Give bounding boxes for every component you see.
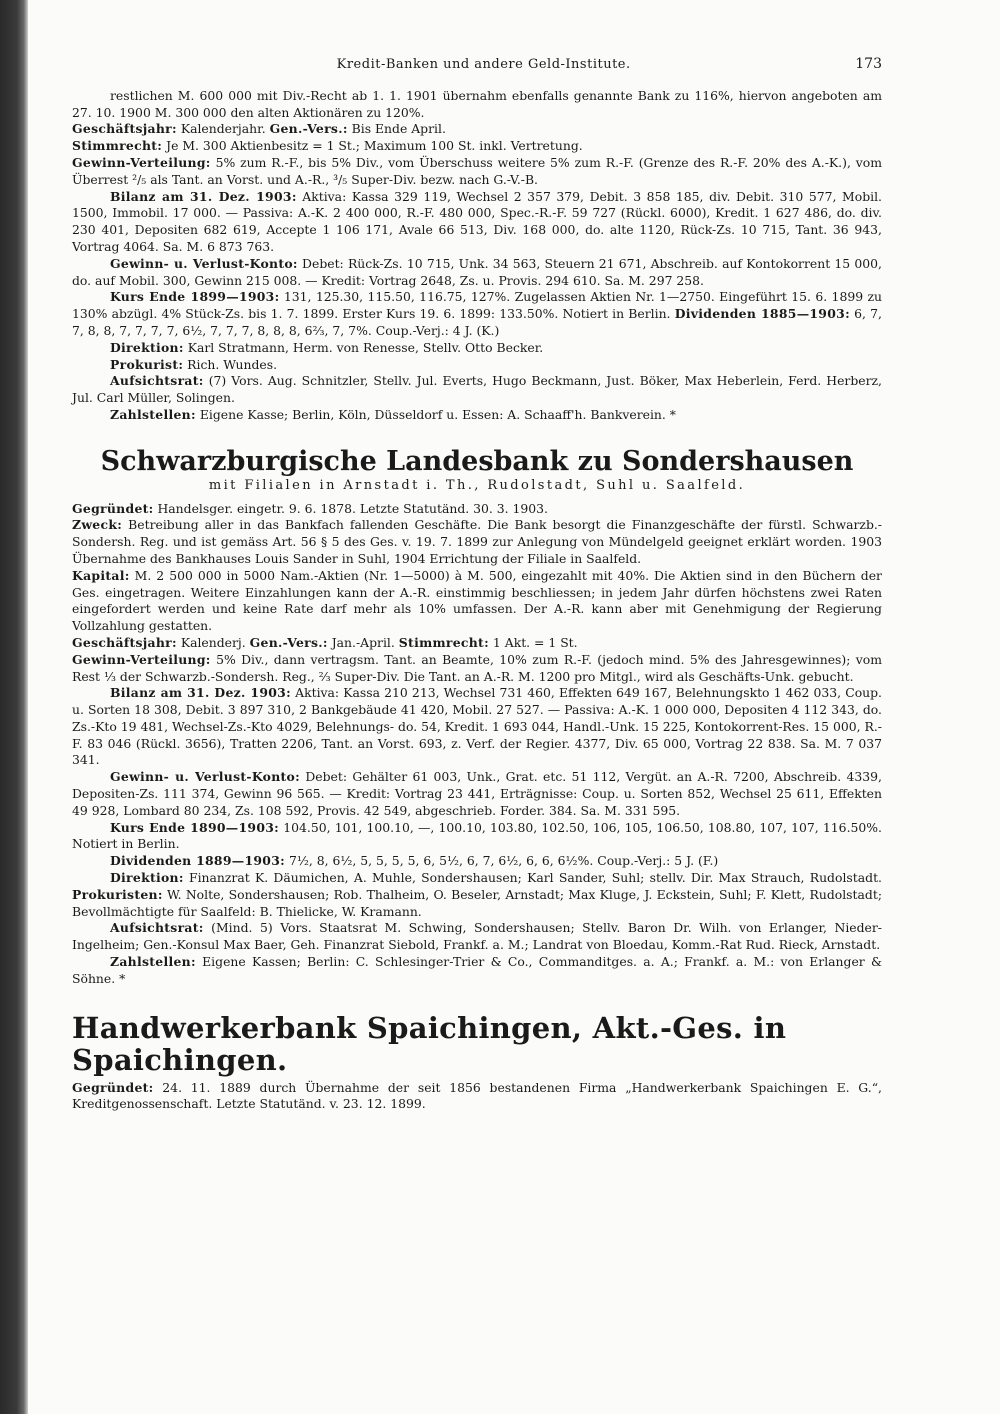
direktion-label: Direktion:: [110, 339, 184, 355]
bilanz-text: Aktiva: Kassa 210 213, Wechsel 731 460, Effekten 649 167, Belehnungskto 1 462 033, Coup. u. Sorten 18 308, Debit. 3 897 310, 2 Bankgebäude 41 420, Mobil. 27 527. — Passiva: A.-K. 1 000 000, Depositen 4 112 343, do. Zs.-Kto 19 481, Wechsel-Zs.-Kto 4029, Belehnungs- do. 54, Kredit. 1 693 044, Handl.-Unk. 15 225, Kontokorrent-Res. 15 000, R.-F. 83 046 (Rückl. 3656), Tratten 2206, Tant. an Vorst. 693, z. Verf. der Regier. 4377, Div. 65 000, Vortrag 22 838. Sa. M. 7 037 341.: [72, 685, 882, 768]
section-schwarzburgische-landesbank: [72, 446, 882, 988]
genvers-label: Gen.-Vers.:: [269, 121, 348, 137]
stimmrecht-label: Stimmrecht:: [398, 634, 489, 650]
gewinn-verteilung-text: 5% zum R.-F., bis 5% Div., vom Überschuss weitere 5% zum R.-F. (Grenze des R.-F. 20% des A.-K.), vom Überrest ²/₅ als Tant. an Vorst. und A.-R., ³/₅ Super-Div. bezw. nach G.-V.-B.: [72, 154, 882, 187]
aufsichtsrat-label: Aufsichtsrat:: [110, 920, 204, 936]
guv-paragraph: [72, 769, 882, 819]
prokurist-text: Rich. Wundes.: [187, 356, 278, 372]
gegruendet-paragraph: [72, 1080, 882, 1114]
gewinn-verteilung-label: Gewinn-Verteilung:: [72, 154, 211, 170]
zahlstellen-paragraph: [72, 954, 882, 988]
kurs-text: 104.50, 101, 100.10, —, 100.10, 103.80, 102.50, 106, 105, 106.50, 108.80, 107, 107, 116.50%. Notiert in Berlin.: [72, 819, 882, 852]
dividenden-text: 7½, 8, 6½, 5, 5, 5, 5, 6, 5½, 6, 7, 6½, 6, 6, 6½%. Coup.-Verj.: 5 J. (F.): [288, 853, 719, 869]
gegruendet-line: [72, 501, 882, 518]
stimmrecht-text: 1 Akt. = 1 St.: [492, 634, 578, 650]
bilanz-paragraph: [72, 685, 882, 769]
dividenden-label: Dividenden 1889—1903:: [110, 853, 286, 869]
guv-label: Gewinn- u. Verlust-Konto:: [110, 255, 298, 271]
gewinn-verteilung-text: 5% Div., dann vertragsm. Tant. an Beamte, 10% zum R.-F. (jedoch mind. 5% des Jahresgewinnes); vom Rest ⅓ der Schwarzb.-Sondersh. Reg., ⅔ Super-Div. Die Tant. an A.-R. M. 1200 pro Mitgl., wird als Geschäfts-Unk. gebucht.: [72, 651, 882, 684]
gewinn-verteilung-paragraph: [72, 155, 882, 189]
guv-text: Debet: Gehälter 61 003, Unk., Grat. etc. 51 112, Vergüt. an A.-R. 7200, Abschreib. 4339, Depositen-Zs. 111 374, Gewinn 96 565. — Kredit: Vortrag 23 441, Erträgnisse: Coup. u. Sorten 852, Wechsel 25 611, Effekten 49 928, Lombard 80 234, Zs. 108 592, Provis. 42 549, abgeschrieb. Forder. 384. Sa. M. 331 595.: [72, 769, 882, 818]
section-handwerkerbank-spaichingen: [72, 1012, 882, 1114]
bilanz-paragraph: [72, 189, 882, 256]
geschaeftsjahr-label: Geschäftsjahr:: [72, 121, 177, 137]
bank-title: Handwerkerbank Spaichingen, Akt.-Ges. in Spaichingen.: [72, 1010, 787, 1077]
stimmrecht-text: Je M. 300 Aktienbesitz = 1 St.; Maximum 100 St. inkl. Vertretung.: [166, 138, 583, 154]
aufsichtsrat-label: Aufsichtsrat:: [110, 373, 204, 389]
gegruendet-label: Gegründet:: [72, 1079, 154, 1095]
genvers-label: Gen.-Vers.:: [249, 634, 328, 650]
bank-title: Schwarzburgische Landesbank zu Sondershausen: [100, 445, 854, 477]
bilanz-label: Bilanz am 31. Dez. 1903:: [110, 685, 291, 701]
zahlstellen-label: Zahlstellen:: [110, 954, 196, 970]
aufsichtsrat-paragraph: [72, 920, 882, 954]
aufsichtsrat-text: (Mind. 5) Vors. Staatsrat M. Schwing, Sondershausen; Stellv. Baron Dr. Wilh. von Erlanger, Nieder-Ingelheim; Gen.-Konsul Max Baer, Geh. Finanzrat Siebold, Frankf. a. M.; Landrat von Bloedau, Komm.-Rat Rud. Rieck, Arnstadt.: [72, 920, 882, 953]
gegruendet-label: Gegründet:: [72, 500, 154, 516]
geschaeftsjahr-text: Kalenderjahr.: [180, 121, 266, 137]
prokurist-line: [72, 357, 882, 374]
page-header: [72, 56, 882, 74]
bank-subtitle: mit Filialen in Arnstadt i. Th., Rudolstadt, Suhl u. Saalfeld.: [208, 477, 746, 493]
aufsichtsrat-text: (7) Vors. Aug. Schnitzler, Stellv. Jul. Everts, Hugo Beckmann, Just. Böker, Max Heberlein, Ferd. Herberz, Jul. Carl Müller, Solingen.: [72, 373, 882, 406]
prokuristen-text: W. Nolte, Sondershausen; Rob. Thalheim, O. Beseler, Arnstadt; Max Kluge, J. Eckstein, Suhl; F. Klett, Rudolstadt; Bevollmächtigte für Saalfeld: B. Thielicke, W. Kramann.: [72, 886, 882, 919]
page-number: 173: [855, 56, 882, 72]
dividenden-text: 6, 7, 7, 8, 8, 7, 7, 7, 7, 6½, 7, 7, 7, 8, 8, 8, 6⅔, 7, 7%. Coup.-Verj.: 4 J. (K.): [72, 306, 882, 338]
zweck-text: Betreibung aller in das Bankfach fallenden Geschäfte. Die Bank besorgt die Finanzgeschäfte der fürstl. Schwarzb.-Sondersh. Reg. und ist gemäss Art. 56 § 5 des Ges. v. 19. 7. 1899 zur Anlegung von Mündelgeld geeignet erklärt worden. 1903 Übernahme des Bankhauses Louis Sander in Suhl, 1904 Errichtung der Filiale in Saalfeld.: [72, 517, 882, 566]
geschaeftsjahr-line: [72, 635, 882, 652]
bilanz-text: Aktiva: Kassa 329 119, Wechsel 2 357 379, Debit. 3 858 185, div. Debit. 310 577, Mobil. 1500, Immobil. 17 000. — Passiva: A.-K. 2 400 000, R.-F. 480 000, Spec.-R.-F. 59 727 (Rückl. 6000), Kredit. 1 627 486, do. div. 230 401, Depositen 682 619, Accepte 1 106 171, Avale 66 513, Div. 168 000, do. alte 1120, Rück-Zs. 10 715, Tant. 36 943, Vortrag 4064. Sa. M. 6 873 763.: [72, 188, 882, 254]
zahlstellen-line: [72, 407, 882, 424]
kurs-paragraph: [72, 289, 882, 339]
stimmrecht-label: Stimmrecht:: [72, 138, 163, 154]
bilanz-label: Bilanz am 31. Dez. 1903:: [110, 188, 297, 204]
kurs-paragraph: [72, 820, 882, 854]
kapital-paragraph: [72, 568, 882, 635]
stimmrecht-line: [72, 138, 882, 155]
kurs-text: 131, 125.30, 115.50, 116.75, 127%. Zugelassen Aktien Nr. 1—2750. Eingeführt 15. 6. 1899 zu 130% abzügl. 4% Stück-Zs. bis 1. 7. 1899. Erster Kurs 19. 6. 1899: 133.50%. Notiert in Berlin.: [72, 289, 882, 322]
geschaeftsjahr-genvers-line: [72, 121, 882, 138]
guv-text: Debet: Rück-Zs. 10 715, Unk. 34 563, Steuern 21 671, Abschreib. auf Kontokorrent 15 000, do. auf Mobil. 300, Gewinn 215 008. — Kredit: Vortrag 2648, Zs. u. Provis. 294 610. Sa. M. 297 258.: [72, 255, 882, 288]
geschaeftsjahr-label: Geschäftsjahr:: [72, 634, 177, 650]
document-page: [72, 56, 882, 1113]
section-continued-bank: [72, 88, 882, 424]
guv-paragraph: [72, 256, 882, 290]
zahlstellen-text: Eigene Kassen; Berlin: C. Schlesinger-Trier & Co., Commanditges. a. A.; Frankf. a. M.: von Erlanger & Söhne. *: [72, 954, 882, 986]
genvers-text: Bis Ende April.: [351, 121, 446, 137]
guv-label: Gewinn- u. Verlust-Konto:: [110, 769, 300, 785]
kurs-label: Kurs Ende 1890—1903:: [110, 819, 280, 835]
gewinn-verteilung-paragraph: [72, 652, 882, 686]
dividenden-line: [72, 853, 882, 870]
prokurist-label: Prokurist:: [110, 356, 184, 372]
prokuristen-label: Prokuristen:: [72, 886, 163, 902]
zweck-paragraph: [72, 517, 882, 567]
gegruendet-text: Handelsger. eingetr. 9. 6. 1878. Letzte Statutänd. 30. 3. 1903.: [157, 500, 548, 516]
direktion-line: [72, 340, 882, 357]
zahlstellen-label: Zahlstellen:: [110, 406, 196, 422]
direktion-text: Karl Stratmann, Herm. von Renesse, Stellv. Otto Becker.: [187, 339, 544, 355]
direktion-prokuristen-paragraph: [72, 870, 882, 920]
aufsichtsrat-paragraph: [72, 373, 882, 407]
book-binding-edge: [0, 0, 28, 1414]
zweck-label: Zweck:: [72, 517, 123, 533]
dividenden-label: Dividenden 1885—1903:: [674, 306, 850, 322]
kapital-label: Kapital:: [72, 567, 130, 583]
direktion-text: Finanzrat K. Däumichen, A. Muhle, Sondershausen; Karl Sander, Suhl; stellv. Dir. Max Strauch, Rudolstadt.: [189, 870, 882, 886]
genvers-text: Jan.-April.: [331, 634, 395, 650]
intro-paragraph: restlichen M. 600 000 mit Div.-Recht ab 1. 1. 1901 übernahm ebenfalls genannte Bank zu 116%, hiervon angeboten am 27. 10. 1900 M. 300 000 den alten Aktionären zu 120%.: [72, 87, 882, 120]
kapital-text: M. 2 500 000 in 5000 Nam.-Aktien (Nr. 1—5000) à M. 500, eingezahlt mit 40%. Die Aktien sind in den Büchern der Ges. eingetragen. Weitere Einzahlungen kann der A.-R. einstimmig beschliessen; in jedem Jahr dürfen höchstens zwei Raten eingefordert werden und keine Rate darf mehr als 10% umfassen. Der A.-R. kann aber mit Genehmigung der Regierung Vollzahlung gestatten.: [72, 567, 882, 634]
geschaeftsjahr-text: Kalenderj.: [180, 634, 246, 650]
gewinn-verteilung-label: Gewinn-Verteilung:: [72, 651, 211, 667]
running-title: Kredit-Banken und andere Geld-Institute.: [336, 57, 631, 72]
kurs-label: Kurs Ende 1899—1903:: [110, 289, 280, 305]
zahlstellen-text: Eigene Kasse; Berlin, Köln, Düsseldorf u. Essen: A. Schaaff'h. Bankverein. *: [199, 406, 676, 422]
direktion-label: Direktion:: [110, 870, 184, 886]
gegruendet-text: 24. 11. 1889 durch Übernahme der seit 1856 bestandenen Firma „Handwerkerbank Spaichingen E. G.“, Kreditgenossenschaft. Letzte Statutänd. v. 23. 12. 1899.: [72, 1079, 882, 1112]
